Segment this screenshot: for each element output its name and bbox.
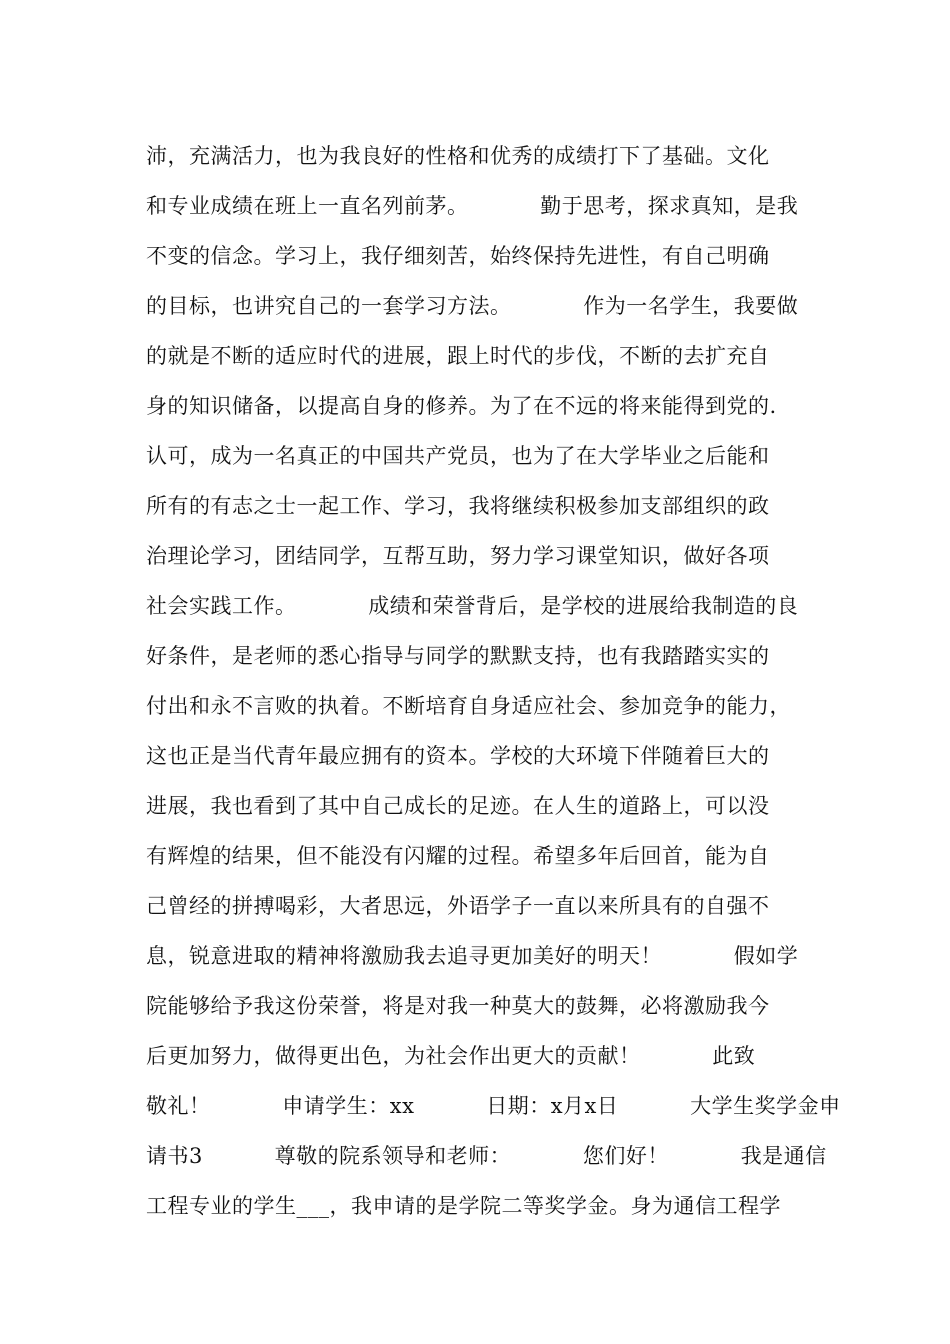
text-line: 己曾经的拼搏喝彩，大者思远，外语学子一直以来所具有的自强不 [146, 894, 770, 918]
text-line: 这也正是当代青年最应拥有的资本。学校的大环境下伴随着巨大的 [146, 744, 770, 768]
text-line: 不变的信念。学习上，我仔细刻苦，始终保持先进性，有自己明确 [146, 244, 770, 268]
text-line: 和专业成绩在班上一直名列前茅。 勤于思考，探求真知，是我 [146, 194, 799, 218]
text-line: 好条件，是老师的悉心指导与同学的默默支持，也有我踏踏实实的 [146, 644, 770, 668]
text-line: 息，锐意进取的精神将激励我去追寻更加美好的明天！ 假如学 [146, 944, 799, 968]
text-line: 后更加努力，做得更出色，为社会作出更大的贡献！ 此致 [146, 1044, 756, 1068]
text-line: 沛，充满活力，也为我良好的性格和优秀的成绩打下了基础。文化 [146, 144, 770, 168]
body-text [146, 131, 841, 1231]
text-line: 治理论学习，团结同学，互帮互助，努力学习课堂知识，做好各项 [146, 544, 770, 568]
text-line: 的目标，也讲究自己的一套学习方法。 作为一名学生，我要做 [146, 294, 799, 318]
text-line: 工程专业的学生___，我申请的是学院二等奖学金。身为通信工程学 [146, 1194, 781, 1218]
text-line: 有辉煌的结果，但不能没有闪耀的过程。希望多年后回首，能为自 [146, 844, 770, 868]
text-line: 请书3 尊敬的院系领导和老师： 您们好！ 我是通信 [146, 1144, 827, 1168]
text-line: 进展，我也看到了其中自己成长的足迹。在人生的道路上，可以没 [146, 794, 770, 818]
text-line: 认可，成为一名真正的中国共产党员，也为了在大学毕业之后能和 [146, 444, 770, 468]
text-line: 敬礼！ 申请学生：xx 日期：x月x日 大学生奖学金申 [146, 1094, 841, 1118]
text-line: 社会实践工作。 成绩和荣誉背后，是学校的进展给我制造的良 [146, 594, 799, 618]
text-line: 院能够给予我这份荣誉，将是对我一种莫大的鼓舞，必将激励我今 [146, 994, 770, 1018]
text-line: 所有的有志之士一起工作、学习，我将继续积极参加支部组织的政 [146, 494, 770, 518]
text-line: 付出和永不言败的执着。不断培育自身适应社会、参加竞争的能力， [146, 694, 791, 718]
text-line: 身的知识储备，以提高自身的修养。为了在不远的将来能得到党的. [146, 394, 777, 418]
text-line: 的就是不断的适应时代的进展，跟上时代的步伐，不断的去扩充自 [146, 344, 770, 368]
